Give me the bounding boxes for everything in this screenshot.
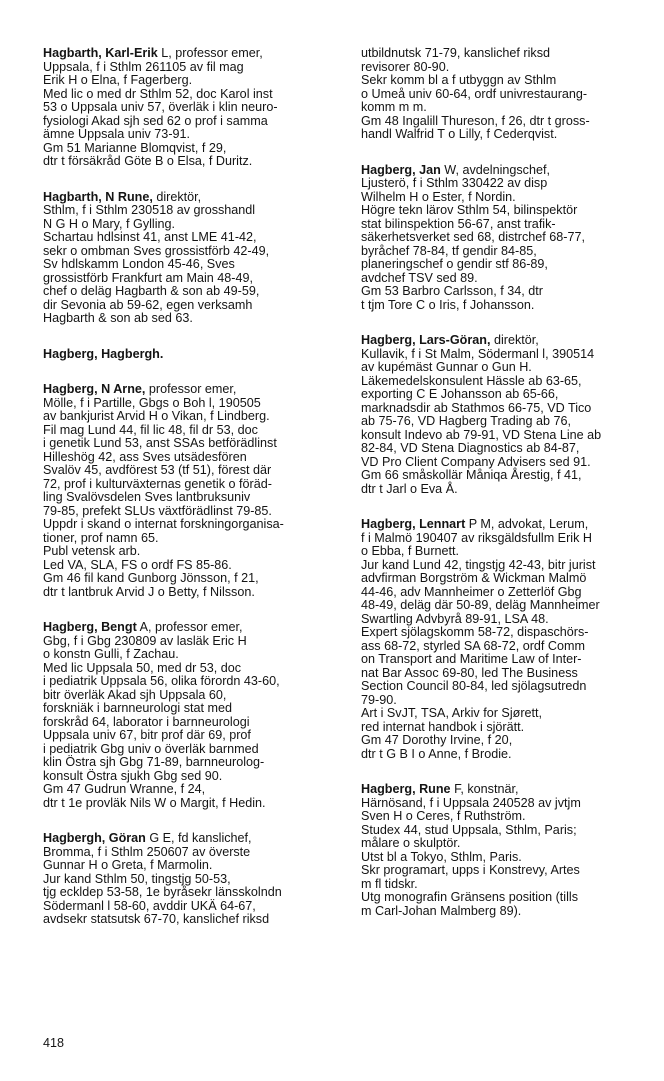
entry-hagberg-reference bbox=[43, 348, 343, 362]
entry-hagbergh-goran bbox=[43, 832, 343, 927]
entry-line: Led VA, SLA, FS o ordf FS 85-86. bbox=[43, 557, 232, 572]
entry-line: säkerhetsverket sed 68, distrchef 68-77, bbox=[361, 230, 586, 244]
entry-line: Sekr komm bl a f utbyggn av Sthlm bbox=[361, 73, 557, 87]
entry-line: Sv hdlskamm London 45-46, Sves bbox=[43, 257, 235, 271]
entry-first-line: Hagbergh, Göran G E, fd kanslichef, bbox=[43, 831, 252, 845]
entry-line: Hagbarth & son ab sed 63. bbox=[43, 311, 193, 325]
entry-hagbergh-goran-continued bbox=[361, 47, 651, 142]
entry-hagberg-arne bbox=[43, 383, 343, 599]
entry-line: chef o deläg Hagbarth & son ab 49-59, bbox=[43, 284, 260, 298]
entry-line: Uppsala univ 67, bitr prof där 69, prof bbox=[43, 728, 251, 742]
entry-line: målare o skulptör. bbox=[361, 836, 461, 850]
entry-line: grossistförb Frankfurt am Main 48-49, bbox=[43, 270, 253, 285]
entry-line: dir Sevonia ab 59-62, egen verksamh bbox=[43, 297, 253, 312]
entry-line: revisorer 80-90. bbox=[361, 59, 450, 74]
entry-line: komm m m. bbox=[361, 100, 427, 114]
entry-line: o Ebba, f Burnett. bbox=[361, 544, 460, 558]
entry-line: dtr t Jarl o Eva Å. bbox=[361, 481, 458, 496]
entry-line: Med lic o med dr Sthlm 52, doc Karol inst bbox=[43, 86, 273, 101]
entry-line: Schartau hdlsinst 41, anst LME 41-42, bbox=[43, 230, 257, 244]
entry-line: Gbg, f i Gbg 230809 av lasläk Eric H bbox=[43, 633, 247, 648]
entry-line: Mölle, f i Partille, Gbgs o Boh l, 190505 bbox=[43, 395, 261, 410]
entry-first-line: Hagberg, N Arne, professor emer, bbox=[43, 382, 237, 396]
right-column bbox=[361, 47, 651, 940]
entry-line: Gm 46 fil kand Gunborg Jönsson, f 21, bbox=[43, 571, 259, 585]
entry-line: dtr t 1e provläk Nils W o Margit, f Hedin. bbox=[43, 795, 266, 810]
entry-headword: Hagberg, Rune bbox=[361, 782, 451, 796]
entry-line: ling Svalövsdelen Sves lantbruksuniv bbox=[43, 490, 251, 504]
entry-line: ämne Uppsala univ 73-91. bbox=[43, 127, 191, 141]
entry-headword: Hagberg, Jan bbox=[361, 162, 441, 177]
entry-line: planeringschef o gendir stf 86-89, bbox=[361, 257, 548, 271]
entry-line: i pediatrik Gbg univ o överläk barnmed bbox=[43, 741, 259, 756]
entry-line: Utg monografin Gränsens position (tills bbox=[361, 890, 578, 904]
entry-line: o Umeå univ 60-64, ordf univrestaurang- bbox=[361, 86, 588, 101]
entry-line: Art i SvJT, TSA, Arkiv for Sjørett, bbox=[361, 706, 543, 720]
entry-line: Ljusterö, f i Sthlm 330422 av disp bbox=[361, 176, 548, 190]
entry-line: stat bilinspektion 56-67, anst trafik- bbox=[361, 216, 556, 231]
entry-line: utbildnutsk 71-79, kanslichef riksd bbox=[361, 46, 551, 60]
entry-line: Studex 44, stud Uppsala, Sthlm, Paris; bbox=[361, 822, 577, 837]
entry-line: Wilhelm H o Ester, f Nordin. bbox=[361, 189, 516, 204]
entry-hagberg-lennart bbox=[361, 518, 651, 761]
entry-hagberg-bengt bbox=[43, 621, 343, 810]
entry-line: Bromma, f i Sthlm 250607 av överste bbox=[43, 844, 251, 859]
entry-line: N G H o Mary, f Gylling. bbox=[43, 216, 176, 231]
entry-line: Svalöv 45, avdförest 53 (tf 51), förest där bbox=[43, 463, 272, 477]
entry-first-line: Hagberg, Lars-Göran, direktör, bbox=[361, 333, 539, 347]
entry-line: 53 o Uppsala univ 57, överläk i klin neuro- bbox=[43, 100, 278, 114]
entry-line: on Transport and Maritime Law of Inter- bbox=[361, 652, 582, 666]
entry-line: Med lic Uppsala 50, med dr 53, doc bbox=[43, 660, 242, 675]
entry-headword: Hagbergh, Göran bbox=[43, 831, 146, 845]
entry-line: ass 68-72, styrled SA 68-72, ordf Comm bbox=[361, 638, 585, 653]
page-number: 418 bbox=[43, 1036, 65, 1050]
entry-line: nat Bar Assoc 69-80, led The Business bbox=[361, 665, 578, 680]
entry-line: Jur kand Lund 42, tingstjg 42-43, bitr jurist bbox=[361, 557, 596, 572]
entry-line: o konstn Gulli, f Zachau. bbox=[43, 647, 179, 661]
entry-line: t tjm Tore C o Iris, f Johansson. bbox=[361, 297, 535, 312]
entry-headword: Hagberg, Bengt bbox=[43, 620, 137, 634]
entry-line: 79-90. bbox=[361, 692, 397, 707]
entry-line: ab 75-76, VD Hagberg Trading ab 76, bbox=[361, 414, 572, 428]
entry-line: VD Pro Client Company Advisers sed 91. bbox=[361, 454, 591, 469]
entry-line: 72, prof i kulturväxternas genetik o föräd- bbox=[43, 476, 272, 491]
entry-first-line: Hagberg, Lennart P M, advokat, Lerum, bbox=[361, 517, 589, 531]
entry-line: Uppsala, f i Sthlm 261105 av fil mag bbox=[43, 59, 244, 74]
entry-line: red internat handbok i sjörätt. bbox=[361, 719, 525, 734]
entry-line: Härnösand, f i Uppsala 240528 av jvtjm bbox=[361, 795, 581, 810]
entry-line: fysiologi Akad sjh sed 62 o prof i samma bbox=[43, 113, 268, 128]
entry-line: forskråd 64, laborator i barnneurologi bbox=[43, 714, 250, 729]
entry-line: Gm 53 Barbro Carlsson, f 34, dtr bbox=[361, 284, 543, 298]
entry-line: 79-85, prefekt SLUs växtförädlinst 79-85. bbox=[43, 503, 272, 518]
entry-line: Södermanl l 58-60, avddir UKÄ 64-67, bbox=[43, 898, 256, 913]
entry-line: tioner, prof namn 65. bbox=[43, 530, 159, 545]
entry-first-line: Hagbarth, Karl-Erik L, professor emer, bbox=[43, 46, 263, 60]
entry-line: Sven H o Ceres, f Ruthström. bbox=[361, 809, 526, 823]
entry-line: dtr t lantbruk Arvid J o Betty, f Nilsson. bbox=[43, 584, 255, 599]
entry-line: Section Council 80-84, led sjölagsutredn bbox=[361, 679, 587, 693]
entry-line: konsult Indevo ab 79-91, VD Stena Line ab bbox=[361, 427, 602, 442]
entry-hagberg-lars-goran bbox=[361, 334, 651, 496]
entry-line: handl Walfrid T o Lilly, f Cederqvist. bbox=[361, 127, 558, 141]
entry-line: Kullavik, f i St Malm, Södermanl l, 390514 bbox=[361, 346, 595, 361]
entry-line: byråchef 78-84, tf gendir 84-85, bbox=[361, 243, 537, 258]
entry-line: m Carl-Johan Malmberg 89). bbox=[361, 903, 522, 918]
entry-line: marknadsdir ab Stathmos 66-75, VD Tico bbox=[361, 400, 592, 415]
entry-line: Uppdr i skand o internat forskningorganisa- bbox=[43, 517, 284, 531]
entry-line: Gm 51 Marianne Blomqvist, f 29, bbox=[43, 140, 227, 155]
entry-headword: Hagberg, Hagbergh. bbox=[43, 346, 164, 361]
entry-line: Expert sjölagskomm 58-72, dispaschörs- bbox=[361, 625, 589, 639]
entry-line: 82-84, VD Stena Diagnostics ab 84-87, bbox=[361, 441, 580, 455]
entry-line: 44-46, adv Mannheimer o Zetterlöf Gbg bbox=[361, 584, 582, 599]
entry-line: Gm 47 Dorothy Irvine, f 20, bbox=[361, 733, 513, 747]
entry-line: klin Östra sjh Gbg 71-89, barnneurolog- bbox=[43, 755, 265, 769]
entry-line: Sthlm, f i Sthlm 230518 av grosshandl bbox=[43, 203, 256, 217]
entry-hagberg-rune bbox=[361, 783, 651, 918]
entry-line: Gm 47 Gudrun Wranne, f 24, bbox=[43, 782, 206, 796]
entry-line: forskniäk i barnneurologi stat med bbox=[43, 701, 233, 715]
entry-line: av bankjurist Arvid H o Vikan, f Lindberg. bbox=[43, 409, 270, 423]
entry-line: bitr överläk Akad sjh Uppsala 60, bbox=[43, 687, 227, 702]
entry-line: dtr t G B I o Anne, f Brodie. bbox=[361, 746, 512, 761]
entry-line: Jur kand Sthlm 50, tingstjg 50-53, bbox=[43, 871, 231, 886]
entry-hagbarth-karl-erik bbox=[43, 47, 343, 169]
entry-first-line: Hagberg, Rune F, konstnär, bbox=[361, 782, 519, 796]
entry-line: f i Malmö 190407 av riksgäldsfullm Erik H bbox=[361, 530, 592, 545]
entry-line: Utst bl a Tokyo, Sthlm, Paris. bbox=[361, 849, 522, 864]
entry-hagbarth-rune bbox=[43, 191, 343, 326]
entry-first-line: Hagberg, Bengt A, professor emer, bbox=[43, 620, 243, 634]
entry-line: dtr t försäkråd Göte B o Elsa, f Duritz. bbox=[43, 154, 253, 168]
entry-headword: Hagberg, Lennart bbox=[361, 517, 466, 531]
left-column bbox=[43, 47, 343, 949]
entry-hagberg-jan bbox=[361, 164, 651, 313]
entry-line: konsult Östra sjukh Gbg sed 90. bbox=[43, 768, 223, 783]
entry-line: avdsekr statsutsk 67-70, kanslichef riksd bbox=[43, 912, 270, 926]
entry-line: Högre tekn lärov Sthlm 54, bilinspektör bbox=[361, 203, 578, 217]
entry-line: avdchef TSV sed 89. bbox=[361, 270, 478, 285]
entry-line: Fil mag Lund 44, fil lic 48, fil dr 53, doc bbox=[43, 422, 258, 437]
entry-line: av kupémäst Gunnar o Gun H. bbox=[361, 360, 532, 374]
entry-first-line: Hagbarth, N Rune, direktör, bbox=[43, 189, 202, 204]
entry-line: Gm 48 Ingalill Thureson, f 26, dtr t gross- bbox=[361, 113, 590, 128]
entry-line: sekr o ombman Sves grossistförb 42-49, bbox=[43, 243, 270, 258]
entry-line: tjg eckldep 53-58, 1e byråsekr länsskolndn bbox=[43, 885, 282, 899]
entry-line: Gm 66 småskollär Måniqa Årestig, f 41, bbox=[361, 468, 582, 482]
entry-line: Erik H o Elna, f Fagerberg. bbox=[43, 73, 193, 87]
entry-line: Läkemedelskonsulent Hässle ab 63-65, bbox=[361, 373, 582, 388]
entry-first-line: Hagberg, Jan W, avdelningschef, bbox=[361, 162, 550, 177]
entry-headword: Hagbarth, Karl-Erik bbox=[43, 46, 158, 60]
entry-line: Swartling Advbyrå 89-91, LSA 48. bbox=[361, 611, 549, 626]
entry-line: 48-49, deläg där 50-89, deläg Mannheimer bbox=[361, 598, 600, 612]
entry-line: Skr programart, upps i Konstrevy, Artes bbox=[361, 863, 580, 877]
entry-line: Hilleshög 42, ass Sves utsädesfören bbox=[43, 449, 247, 464]
entry-headword: Hagbarth, N Rune, bbox=[43, 189, 153, 204]
entry-headword: Hagberg, Lars-Göran, bbox=[361, 333, 491, 347]
entry-line: i genetik Lund 53, anst SSAs betförädlinst bbox=[43, 436, 277, 450]
entry-line: Gunnar H o Greta, f Marmolin. bbox=[43, 858, 213, 872]
entry-headword: Hagberg, N Arne, bbox=[43, 382, 146, 396]
entry-line: advfirman Borgström & Wickman Malmö bbox=[361, 571, 587, 585]
entry-line: exporting C E Johansson ab 65-66, bbox=[361, 387, 559, 401]
entry-line: Publ vetensk arb. bbox=[43, 544, 141, 558]
entry-line: i pediatrik Uppsala 56, olika förordn 43-60, bbox=[43, 674, 280, 688]
entry-line: m fl tidskr. bbox=[361, 876, 418, 891]
